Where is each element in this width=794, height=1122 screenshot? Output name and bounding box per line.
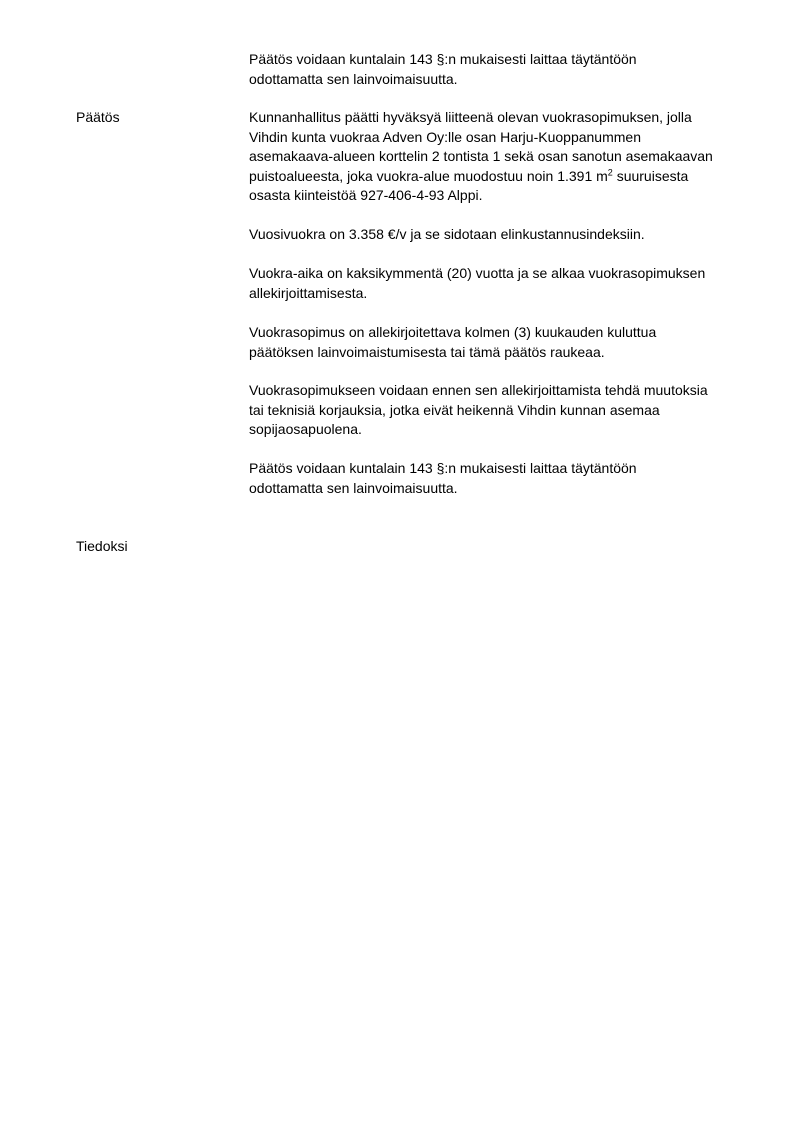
text-line: allekirjoittamisesta. (249, 284, 368, 301)
text-line: Päätös voidaan kuntalain 143 §:n mukaisesti laittaa täytäntöön (249, 51, 637, 67)
decision-paragraph-2 (249, 225, 749, 245)
text-line: päätöksen lainvoimaistumisesta tai tämä päätös raukeaa. (249, 343, 605, 360)
text-fragment: puistoalueesta, joka vuokra-alue muodostuu noin 1.391 m (249, 167, 608, 184)
decision-paragraph-5 (249, 381, 749, 440)
text-line: Vuokrasopimukseen voidaan ennen sen allekirjoittamista tehdä muutoksia (249, 382, 708, 398)
text-line: Vuokrasopimus on allekirjoitettava kolmen (3) kuukauden kuluttua (249, 324, 657, 340)
text-line-with-superscript (249, 167, 749, 187)
decision-paragraph-1 (249, 108, 749, 206)
text-line: Vuosivuokra on 3.358 €/v ja se sidotaan elinkustannusindeksiin. (249, 226, 645, 242)
text-line: odottamatta sen lainvoimaisuutta. (249, 70, 458, 87)
text-line: odottamatta sen lainvoimaisuutta. (249, 479, 458, 496)
text-line: tai teknisiä korjauksia, jotka eivät heikennä Vihdin kunnan asemaa (249, 401, 660, 418)
decision-paragraph-3 (249, 264, 749, 303)
text-line: sopijaosapuolena. (249, 421, 362, 437)
info-label: Tiedoksi (76, 538, 128, 554)
text-line: Vihdin kunta vuokraa Adven Oy:lle osan Harju-Kuoppanummen (249, 128, 641, 145)
decision-paragraph-4 (249, 323, 749, 362)
text-line: asemakaava-alueen korttelin 2 tontista 1 sekä osan sanotun asemakaavan (249, 148, 713, 164)
text-fragment: suuruisesta (612, 167, 689, 184)
text-line: osasta kiinteistöä 927-406-4-93 Alppi. (249, 187, 483, 203)
text-line: Vuokra-aika on kaksikymmentä (20) vuotta ja se alkaa vuokrasopimuksen (249, 265, 706, 281)
decision-label: Päätös (76, 109, 120, 125)
decision-paragraph-6 (249, 459, 749, 498)
superscript: 2 (607, 166, 613, 177)
text-line: Kunnanhallitus päätti hyväksyä liitteenä olevan vuokrasopimuksen, jolla (249, 109, 692, 125)
intro-paragraph (249, 50, 749, 89)
text-line: Päätös voidaan kuntalain 143 §:n mukaisesti laittaa täytäntöön (249, 460, 637, 476)
